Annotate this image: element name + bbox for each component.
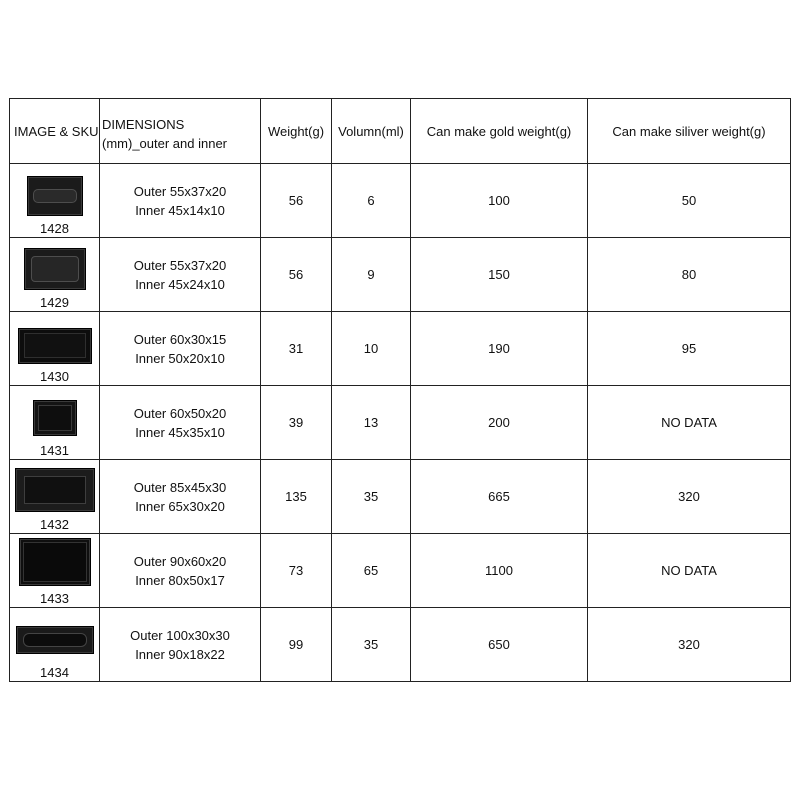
graphite-mold-image — [24, 248, 86, 290]
volume-cell: 35 — [332, 460, 411, 534]
volume-cell: 65 — [332, 534, 411, 608]
table-row — [10, 164, 791, 238]
header-dimensions-title: DIMENSIONS — [102, 117, 185, 132]
outer-dimensions: Outer 60x50x20 — [133, 405, 227, 421]
weight-cell: 99 — [261, 608, 332, 682]
sku-label: 1428 — [40, 220, 69, 236]
dimensions-cell — [100, 460, 261, 534]
volume-cell: 10 — [332, 312, 411, 386]
header-image-sku: IMAGE & SKU — [10, 99, 100, 164]
sku-label: 1432 — [40, 516, 69, 532]
table-row — [10, 534, 791, 608]
weight-cell: 56 — [261, 164, 332, 238]
sku-label: 1431 — [40, 442, 69, 458]
dimensions-cell — [100, 312, 261, 386]
gold-weight-cell: 190 — [411, 312, 588, 386]
silver-weight-cell: NO DATA — [588, 534, 791, 608]
table-row — [10, 238, 791, 312]
dimensions-cell — [100, 534, 261, 608]
silver-weight-cell: 80 — [588, 238, 791, 312]
header-dimensions-unit: (mm)_outer and inner — [102, 136, 227, 151]
sku-label: 1430 — [40, 368, 69, 384]
graphite-mold-image — [18, 328, 92, 364]
table-row — [10, 460, 791, 534]
image-sku-cell — [10, 534, 100, 608]
inner-dimensions: Inner 90x18x22 — [135, 646, 225, 662]
weight-cell: 135 — [261, 460, 332, 534]
graphite-mold-image — [15, 468, 95, 512]
volume-cell: 13 — [332, 386, 411, 460]
dimensions-cell — [100, 238, 261, 312]
dimensions-cell — [100, 164, 261, 238]
header-dimensions — [100, 99, 261, 164]
image-sku-cell — [10, 164, 100, 238]
volume-cell: 35 — [332, 608, 411, 682]
gold-weight-cell: 650 — [411, 608, 588, 682]
header-gold-weight: Can make gold weight(g) — [411, 99, 588, 164]
header-row — [10, 99, 791, 164]
outer-dimensions: Outer 100x30x30 — [130, 627, 230, 643]
gold-weight-cell: 200 — [411, 386, 588, 460]
graphite-mold-image — [33, 400, 77, 436]
weight-cell: 56 — [261, 238, 332, 312]
sku-label: 1433 — [40, 590, 69, 606]
outer-dimensions: Outer 55x37x20 — [133, 257, 227, 273]
silver-weight-cell: 50 — [588, 164, 791, 238]
weight-cell: 31 — [261, 312, 332, 386]
mold-spec-table — [9, 98, 791, 682]
outer-dimensions: Outer 85x45x30 — [133, 479, 227, 495]
gold-weight-cell: 100 — [411, 164, 588, 238]
header-weight: Weight(g) — [261, 99, 332, 164]
inner-dimensions: Inner 45x24x10 — [135, 276, 225, 292]
image-sku-cell — [10, 608, 100, 682]
graphite-mold-image — [19, 538, 91, 586]
gold-weight-cell: 665 — [411, 460, 588, 534]
graphite-mold-image — [16, 626, 94, 654]
weight-cell: 73 — [261, 534, 332, 608]
dimensions-cell — [100, 386, 261, 460]
inner-dimensions: Inner 65x30x20 — [135, 498, 225, 514]
volume-cell: 9 — [332, 238, 411, 312]
gold-weight-cell: 1100 — [411, 534, 588, 608]
header-volume: Volumn(ml) — [332, 99, 411, 164]
sku-label: 1429 — [40, 294, 69, 310]
inner-dimensions: Inner 50x20x10 — [135, 350, 225, 366]
silver-weight-cell: 95 — [588, 312, 791, 386]
outer-dimensions: Outer 55x37x20 — [133, 183, 227, 199]
inner-dimensions: Inner 45x35x10 — [135, 424, 225, 440]
image-sku-cell — [10, 460, 100, 534]
table-row — [10, 386, 791, 460]
sku-label: 1434 — [40, 664, 69, 680]
image-sku-cell — [10, 386, 100, 460]
image-sku-cell — [10, 238, 100, 312]
inner-dimensions: Inner 80x50x17 — [135, 572, 225, 588]
inner-dimensions: Inner 45x14x10 — [135, 202, 225, 218]
silver-weight-cell: 320 — [588, 608, 791, 682]
header-silver-weight: Can make siliver weight(g) — [588, 99, 791, 164]
dimensions-cell — [100, 608, 261, 682]
image-sku-cell — [10, 312, 100, 386]
table-row — [10, 312, 791, 386]
silver-weight-cell: 320 — [588, 460, 791, 534]
outer-dimensions: Outer 60x30x15 — [133, 331, 227, 347]
weight-cell: 39 — [261, 386, 332, 460]
gold-weight-cell: 150 — [411, 238, 588, 312]
table-row — [10, 608, 791, 682]
volume-cell: 6 — [332, 164, 411, 238]
silver-weight-cell: NO DATA — [588, 386, 791, 460]
outer-dimensions: Outer 90x60x20 — [133, 553, 227, 569]
graphite-mold-image — [27, 176, 83, 216]
